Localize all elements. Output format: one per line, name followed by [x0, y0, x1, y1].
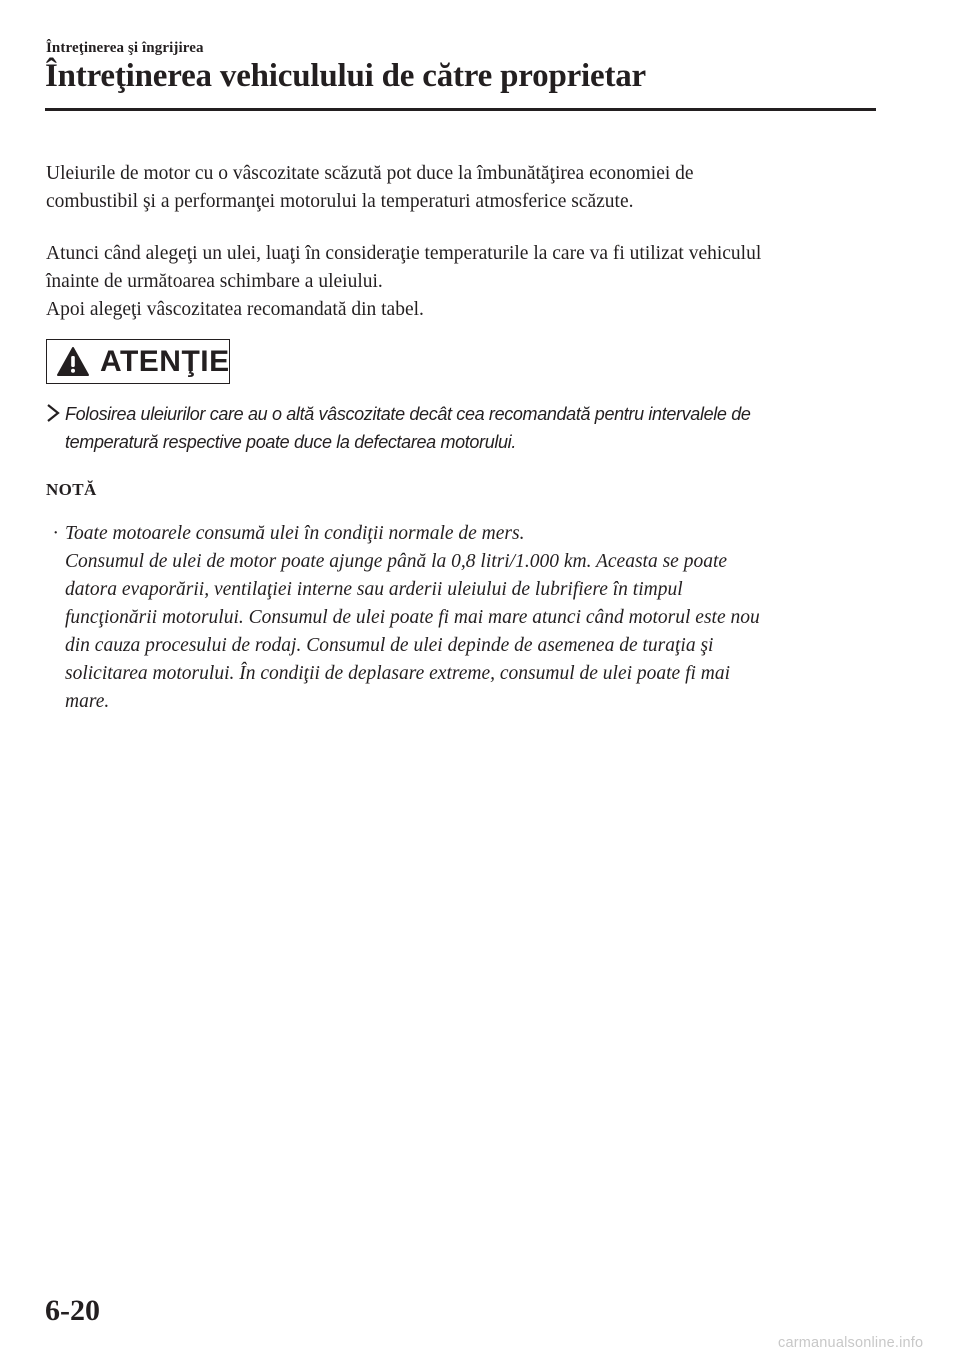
paragraph-intro: [46, 160, 881, 216]
page-title: Întreţinerea vehiculului de către proprietar: [45, 58, 647, 94]
note-item: [46, 520, 886, 716]
note-line: Toate motoarele consumă ulei în condiţii normale de mers.: [65, 523, 525, 544]
paragraph-line: înainte de următoarea schimbare a uleiului.: [46, 271, 383, 292]
warning-item: [46, 400, 886, 456]
paragraph-selection: [46, 240, 881, 324]
section-label: Întreţinerea şi îngrijirea: [46, 40, 204, 56]
warning-title: ATENŢIE: [100, 345, 230, 378]
warning-box: [46, 339, 230, 384]
paragraph-line: combustibil şi a performanţei motorului la temperaturi atmosferice scăzute.: [46, 191, 634, 212]
title-rule: [45, 108, 876, 111]
warning-line: temperatură respective poate duce la defectarea motorului.: [65, 432, 516, 452]
paragraph-line: Apoi alegeţi vâscozitatea recomandată din tabel.: [46, 299, 424, 320]
note-line: datora evaporării, ventilaţiei interne sau arderii uleiului de lubrifiere în timpul: [65, 579, 683, 600]
warning-line: Folosirea uleiurilor care au o altă vâscozitate decât cea recomandată pentru intervalele de: [65, 404, 751, 424]
warning-triangle-icon: [56, 346, 90, 377]
page-number: 6-20: [45, 1294, 100, 1327]
arrow-bullet-icon: [46, 402, 60, 424]
note-line: Consumul de ulei de motor poate ajunge până la 0,8 litri/1.000 km. Aceasta se poate: [65, 551, 728, 572]
note-line: funcţionării motorului. Consumul de ulei poate fi mai mare atunci când motorul este nou: [65, 607, 760, 628]
note-line: solicitarea motorului. În condiţii de deplasare extreme, consumul de ulei poate fi mai: [65, 663, 731, 684]
watermark: carmanualsonline.info: [778, 1335, 924, 1351]
note-bullet: ·: [53, 523, 58, 544]
paragraph-line: Atunci când alegeţi un ulei, luaţi în consideraţie temperaturile la care va fi utilizat vehiculul: [46, 243, 762, 264]
note-label: NOTĂ: [46, 480, 97, 499]
paragraph-line: Uleiurile de motor cu o vâscozitate scăzută pot duce la îmbunătăţirea economiei de: [46, 163, 694, 184]
note-line: mare.: [65, 691, 110, 712]
note-line: din cauza procesului de rodaj. Consumul de ulei depinde de asemenea de turaţia şi: [65, 635, 714, 656]
